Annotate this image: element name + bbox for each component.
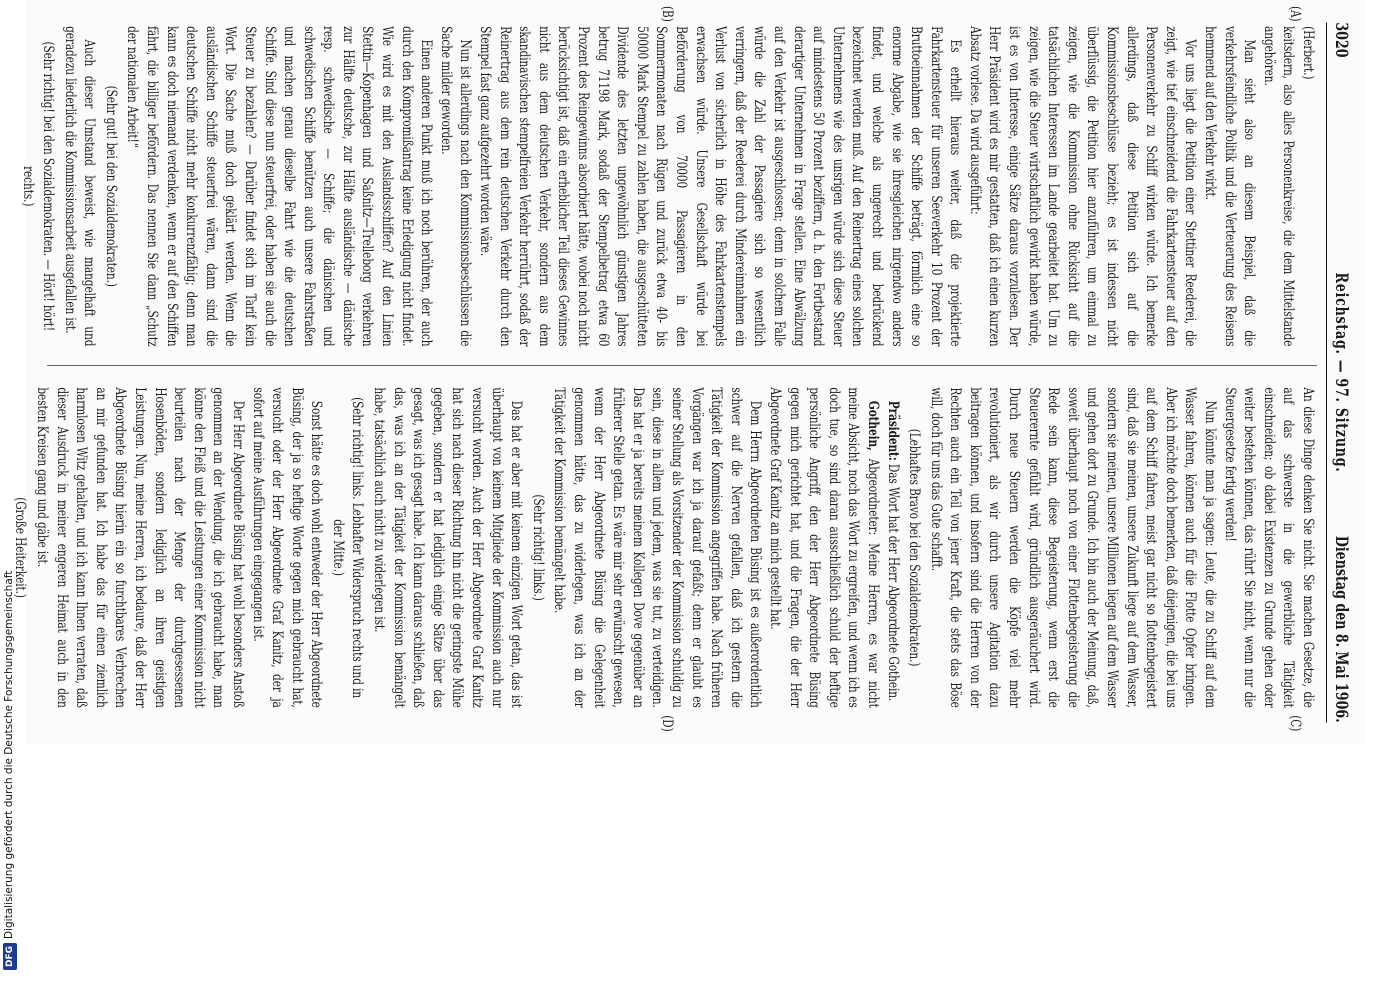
- paragraph: Vor uns liegt die Petition einer Stettiner Reederei, die zeigt, wie tief einschneidend die Fahrkartensteuer auf den Personenverkehr zu Schiff wirken würde. Ich bemerke allerdings, daß diese Petition sich auf die Kommissionsbeschlüsse bezieht; es ist indessen nicht überflüssig, die Petition hier anzuführen, um einmal zu zeigen, wie die Kommission ohne Rücksicht auf die tatsächlichen Interessen im Lande gearbeitet hat. Um zu zeigen, wie die Steuer wirtschaftlich gewirkt haben würde, ist es von Interesse, einige Sätze daraus vorzulesen. Der Herr Präsident wird es mir gestatten, daß ich einen kurzen Absatz vorlese. Da wird ausgeführt:: [966, 26, 1199, 347]
- paragraph: Man sieht also an diesem Beispiel, daß die verkehrsfeindliche Politik und die Verteuerung des Reisens hemmend auf den Verkehr wirkt.: [1202, 26, 1258, 347]
- margin-marker-c: (C): [1287, 715, 1303, 732]
- page-header: [1326, 22, 1355, 722]
- paragraph: An diese Dinge denken Sie nicht. Sie machen Gesetze, die auf das schwerste in die gewerbliche Tätigkeit einschneiden; ob dabei Existenzen zu Grunde gehen oder weiter bestehen können, das rührt Sie nicht, wenn nur die Steuergesetze fertig werden!: [1221, 387, 1316, 708]
- dfg-logo: DFG: [3, 943, 17, 970]
- interjection: (Große Heiterkeit.): [12, 497, 29, 598]
- margin-marker-d: (D): [659, 715, 675, 732]
- speaker-name: Präsident:: [884, 400, 901, 461]
- paragraph: (Herbert.): [1300, 26, 1316, 80]
- page-title: Reichstag. — 97. Sitzung.: [1331, 272, 1351, 473]
- paragraph: Sonst hätte es doch wohl entweder der Herr Abgeordnete Büsing, der ja so heftige Worte gegen mich gebraucht hat, versucht oder der Herr Abgeordnete Graf Kanitz, der ja sofort auf meine Ausführungen eingegangen ist.: [249, 387, 325, 708]
- paragraph: [764, 387, 882, 707]
- right-column: [12, 387, 1317, 708]
- interjection: (Sehr richtig! bei den Sozialdemokraten. — Hört! hört! rechts.): [20, 41, 56, 331]
- paragraph: Es erhellt hieraus weiter, daß die projektierte Fahrkartensteuer für unseren Seeverkehr 10 Prozent der Bruttoeinnahmen der Schiffe beträgt, förmlich eine so enorme Abgabe, wie sie ihresgleichen nirgendwo anders findet, und welche als ungerecht und bedrückend bezeichnet werden muß. Auf den Reinertrag eines solchen Unternehmens wie des unsrigen würde sich diese Steuer auf mindestens 50 Prozent beziffern, d. h. den Fortbestand derartiger Unternehmen in Frage stellen. Eine Abwälzung auf den Verkehr ist ausgeschlossen; denn in solchem Falle würde die Zahl der Passagiere sich so wesentlich verringern, daß der Reederei durch Mindereinnahmen ein Verlust von sicherlich in Höhe des Fahrkartenstempels erwachsen würde. Unsere Gesellschaft würde bei Beförderung von 70000 Passagieren in den Sommermonaten nach Rügen und zurück etwa 40- bis 50000 Mark Stempel zu zahlen haben, die ausgeschütteten Dividende des letzten ungewöhnlich günstigen Jahres betrug 71198 Mark, sodaß der Stempelbetrag etwa 60 Prozent des Reingewinns absorbiert hätte, wobei noch nicht berücksichtigt ist, daß ein erheblicher Teil dieses Gewinnes nicht aus dem deutschen Verkehr, sondern aus dem skandinavischen stempelfreien Verkehr herrührt, sodaß der Reinertrag aus dem rein deutschen Verkehr durch den Stempel fast ganz aufgezehrt worden wäre.: [477, 26, 964, 347]
- column-divider: [47, 365, 1317, 366]
- paragraph: [882, 387, 902, 707]
- paragraph: Das hat er aber mit keinem einzigen Wort getan, das ist überhaupt von keinem Mitgliede der Kommission auch nur versucht worden. Auch der Herr Abgeordnete Graf Kanitz hat sich nach dieser Richtung hin nicht die geringste Mühe gegeben, sondern er hat lediglich einige Sätze über das gesagt, was ich gesagt habe. Ich kann daraus schließen, daß das, was ich an der Tätigkeit der Kommission bemängelt habe, tatsächlich auch nicht zu widerlegen ist.: [371, 387, 525, 708]
- paragraph: Dem Herrn Abgeordneten Büsing ist es außerordentlich schwer auf die Nerven gefallen, daß ich gestern die Tätigkeit der Kommission angegriffen habe. Nach früheren Vorgängen war ich ja darauf gefaßt; denn er glaubt es seiner Stellung als Vorsitzender der Kommission schuldig zu sein, diese in allem und jedem, was sie tut, zu verteidigen. Das hat er ja bereits meinem Kollegen Dove gegenüber an früherer Stelle getan. Es wäre mir sehr erwünscht gewesen, wenn der Herr Abgeordnete Büsing die Gelegenheit genommen hätte, das zu widerlegen, was ich an der Tätigkeit der Kommission bemängelt habe.: [551, 387, 764, 708]
- session-date: Dienstag den 8. Mai 1906.: [1331, 535, 1351, 723]
- interjection: (Sehr richtig! links.): [529, 494, 546, 601]
- paragraph: Einen anderen Punkt muß ich noch berühren, der auch durch den Kompromißantrag keine Erledigung nicht findet. Wie wird es mit den Auslandsschiffen? Auf den Linien Stettin—Kopenhagen und Saßnitz—Trelleborg verkehren zur Hälfte deutsche, zur Hälfte ausländische — dänische resp. schwedische — Schiffe; die dänischen und schwedischen Schiffe benützen auch unsere Fahrstraßen und machen genau dieselbe Fahrt wie die deutschen Schiffe. Sind diese nun steuerfrei, oder haben sie auch die Steuer zu bezahlen? — Darüber findet sich im Tarif kein Wort. Die Sache muß doch geklärt werden. Wenn die ausländischen Schiffe steuerfrei wären, dann sind die deutschen Schiffe nicht mehr konkurrenzfähig; denn man kann es doch niemand verdenken, wenn er auf den Schiffen fährt, die billiger befördern. Das nennen Sie dann „Schutz der nationalen Arbeit!“: [124, 26, 435, 347]
- speech-text: Das Wort hat der Herr Abgeordnete Gothein.: [884, 460, 901, 702]
- page-number: 3020: [1331, 22, 1351, 58]
- paragraph: keitsdern, also alles Personenkreise, die dem Mittelstande angehören.: [1260, 26, 1297, 347]
- digitization-credit: [2, 0, 16, 1000]
- speech-text: Abgeordneter: Meine Herren, es war nicht meine Absicht, noch das Wort zu ergreifen, und wenn ich es doch tue, so sind daran ausschließlich schuld der heftige persönliche Angriff, den der Herr Abgeordnete Büsing gegen mich gerichtet hat, und die Fragen, die der Herr Abgeordnete Graf Kanitz an mich gestellt hat.: [766, 387, 881, 708]
- interjection: (Sehr gut! bei den Sozialdemokraten.): [102, 85, 119, 287]
- paragraph: Der Herr Abgeordnete Büsing hat wohl besonders Anstoß genommen an der Wendung, die ich gebraucht habe, man könne den Fleiß und die Leistungen einer Kommission nicht beurteilen nach der Menge der durchgesessenen Hosenböden, sondern lediglich an ihren geistigen Leistungen. Nun, meine Herren, ich bedaure, daß der Herr Abgeordnete Büsing hierin ein so furchtbares Verbrechen an mir gefunden hat. Ich habe das für einen ziemlich harmlosen Witz gehalten, und ich kann Ihnen verraten, daß dieser Ausdruck in meiner engeren Heimat auch in den besten Kreisen gang und gäbe ist.: [34, 387, 246, 708]
- page-body: [12, 0, 1365, 745]
- speaker-name: Gothein,: [864, 400, 881, 451]
- paragraph: Nun könnte man ja sagen: Leute, die zu Schiff auf dem Wasser fahren, können auch für die Flotte Opfer bringen. Aber ich möchte doch bemerken, daß diejenigen, die bei uns auf dem Schiff fahren, meist gar nicht so flottenbegeistert sind, daß sie meinen, unsere Zukunft liege auf dem Wasser, sondern sie meinen, unsere Millionen liegen auf dem Wasser und gehen dort zu Grunde. Ich bin auch der Meinung, daß, soweit überhaupt noch von einer Flottenbegeisterung die Rede sein kann, diese Begeisterung, wenn erst die Steuerernte gefühlt wird, gründlich ausgeräuchert wird. Durch neue Steuern werden die Köpfe viel mehr revolutioniert, als wir durch unsere Agitation dazu beitragen können, und insofern sind die Herren von der Rechten auch ein Teil von jener Kraft, die stets das Böse will, doch für uns das Gute schafft.: [927, 387, 1219, 708]
- margin-marker-b: (B): [659, 5, 675, 22]
- credit-text: Digitalisierung gefördert durch die Deutsche Forschungsgemeinschaft: [3, 570, 15, 939]
- interjection: (Sehr richtig! links. Lebhafter Widerspruch rechts und in der Mitte.): [329, 397, 366, 699]
- paragraph: Auch dieser Umstand beweist, wie mangelhaft und geradezu liederlich die Kommissionsarbeit ausgefallen ist.: [61, 26, 98, 347]
- interjection: (Lebhaftes Bravo bei den Sozialdemokraten.): [906, 428, 923, 667]
- left-column: [20, 26, 1317, 347]
- paragraph: Nun ist allerdings nach den Kommissionsbeschlüssen die Sache milder geworden.: [437, 26, 474, 347]
- margin-marker-a: (A): [1287, 5, 1303, 22]
